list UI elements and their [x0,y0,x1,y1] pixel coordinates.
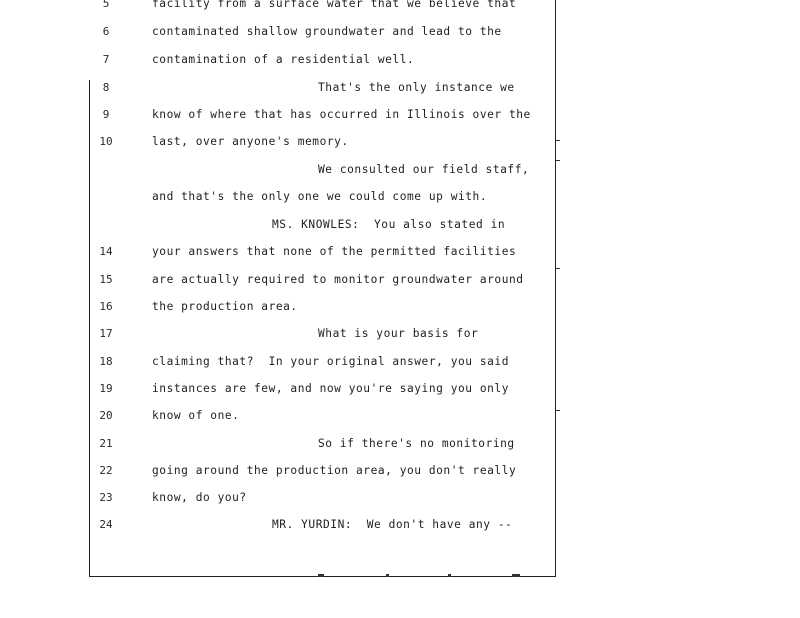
scan-mark [386,574,389,577]
line-text: know of one. [152,409,240,422]
line-text: We consulted our field staff, [318,163,530,176]
line-text: the production area. [152,300,298,313]
transcript-line [0,105,560,125]
transcript-line [0,187,560,207]
line-number: 15 [99,273,113,286]
transcript-line [0,270,560,290]
line-number: 16 [99,300,113,313]
line-number: 6 [102,25,110,38]
transcript-line [0,406,560,426]
transcript-line [0,379,560,399]
line-text: So if there's no monitoring [318,437,515,450]
line-number: 23 [99,491,113,504]
line-number: 7 [102,53,110,66]
line-text: and that's the only one we could come up with. [152,190,488,203]
line-text: instances are few, and now you're saying you only [152,382,509,395]
line-number: 21 [99,437,113,450]
transcript-line [0,160,560,180]
line-number: 9 [102,108,110,121]
line-number: 22 [99,464,113,477]
line-text: MR. YURDIN: We don't have any -- [272,518,513,531]
transcript-line [0,461,560,481]
line-number: 18 [99,355,113,368]
line-number: 14 [99,245,113,258]
line-text: claiming that? In your original answer, you said [152,355,509,368]
line-text: know, do you? [152,491,247,504]
transcript-line [0,242,560,262]
line-text: going around the production area, you don't really [152,464,517,477]
line-number: 24 [99,518,113,531]
transcript-line [0,22,560,42]
transcript-line [0,215,560,235]
scan-mark [448,574,451,577]
line-text: are actually required to monitor groundwater around [152,273,524,286]
transcript-line [0,50,560,70]
line-text: contaminated shallow groundwater and lead to the [152,25,502,38]
transcript-line [0,515,560,535]
transcript-line [0,488,560,508]
line-number: 10 [99,135,113,148]
transcript-line [0,324,560,344]
line-text: facility from a surface water that we believe that [152,0,517,10]
line-number: 19 [99,382,113,395]
line-number: 8 [102,81,110,94]
line-text: know of where that has occurred in Illinois over the [152,108,531,121]
line-text: contamination of a residential well. [152,53,415,66]
margin-tick [556,268,560,269]
scan-mark [318,574,324,577]
transcript-line [0,352,560,372]
transcript-line [0,132,560,152]
transcript-line [0,78,560,98]
scan-mark [512,574,520,577]
line-number: 5 [102,0,110,10]
line-text: That's the only instance we [318,81,515,94]
transcript-line [0,297,560,317]
line-text: last, over anyone's memory. [152,135,349,148]
transcript-line [0,434,560,454]
line-number: 20 [99,409,113,422]
line-text: MS. KNOWLES: You also stated in [272,218,506,231]
line-number: 17 [99,327,113,340]
line-text: your answers that none of the permitted facilities [152,245,517,258]
line-text: What is your basis for [318,327,479,340]
transcript-line [0,0,560,14]
